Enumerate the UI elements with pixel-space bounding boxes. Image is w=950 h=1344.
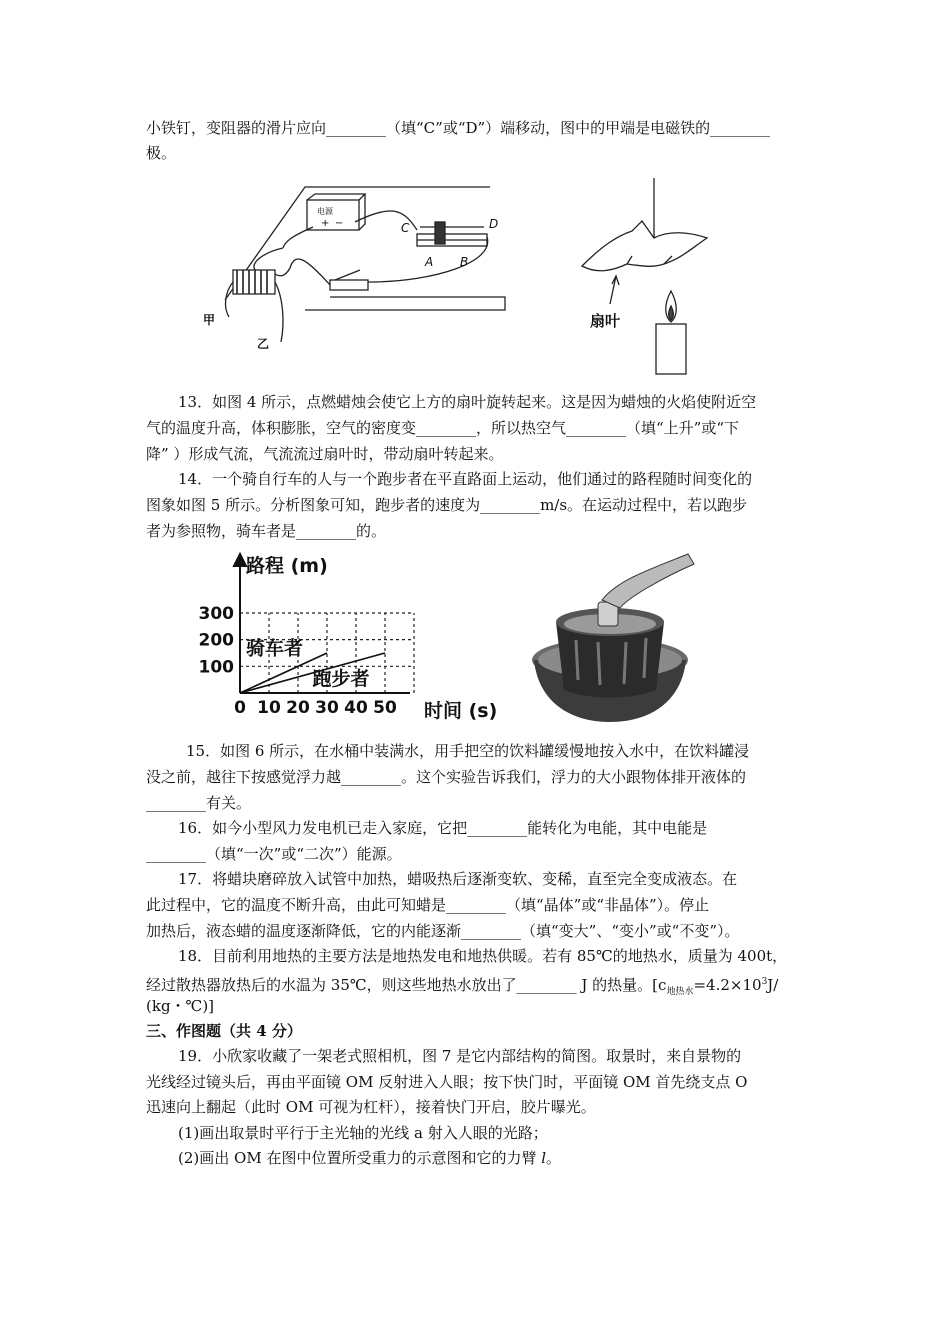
candle	[656, 324, 686, 374]
label-B: B	[460, 255, 469, 269]
q18-line-3: (kg・℃)]	[146, 997, 215, 1015]
q15-line-3: ________有关。	[146, 794, 252, 812]
plus-sign: +	[321, 218, 330, 229]
q14-line-1: 14．一个骑自行车的人与一个跑步者在平直路面上运动，他们通过的路程随时间变化的	[178, 470, 753, 488]
q19-line-1: 19．小欣家收藏了一架老式照相机，图 7 是它内部结构的简图。取景时，来自景物的	[178, 1047, 742, 1065]
q14-line-2: 图象如图 5 所示。分析图象可知，跑步者的速度为________m/s。在运动过程中，若以跑步	[146, 496, 748, 514]
label-C: C	[401, 221, 410, 235]
q12-line-1: 小铁钉，变阻器的滑片应向________（填“C”或“D”）端移动，图中的甲端是电磁铁的________	[146, 119, 771, 137]
series-label-runner: 跑步者	[312, 667, 370, 690]
series-label-rider: 骑车者	[246, 637, 304, 660]
q17-line-2: 此过程中，它的温度不断升高，由此可知蜡是________（填“晶体”或“非晶体”）。停止	[146, 896, 710, 914]
q19-line-5-end: 。	[546, 1149, 562, 1167]
label-yi: 乙	[257, 337, 270, 351]
q17-line-1: 17．将蜡块磨碎放入试管中加热，蜡吸热后逐渐变软、变稀，直至完全变成液态。在	[178, 870, 738, 888]
q18-sup: 3	[761, 977, 768, 987]
table-front	[305, 297, 505, 310]
fan-label: 扇叶	[590, 312, 621, 330]
q16-line-2: ________（填“一次”或“二次”）能源。	[146, 845, 402, 863]
q18-unit: J/	[767, 976, 779, 994]
x-tick-20: 20	[286, 698, 310, 718]
y-axis-arrow	[234, 554, 246, 566]
y-tick-200: 200	[198, 630, 234, 651]
q19-line-5	[178, 1148, 561, 1168]
x-tick-40: 40	[344, 698, 368, 718]
power-label: 电源	[317, 207, 333, 216]
q19-line-5-text: (2)画出 OM 在图中位置所受重力的示意图和它的力臂	[178, 1149, 542, 1167]
arrow	[610, 276, 616, 304]
y-tick-300: 300	[198, 603, 234, 624]
q13-line-3: 降” ）形成气流，气流流过扇叶时，带动扇叶转起来。	[146, 445, 504, 463]
x-tick-0: 0	[234, 698, 246, 718]
bucket-photo	[528, 550, 700, 730]
x-tick-30: 30	[315, 698, 339, 718]
hand	[602, 554, 694, 608]
x-tick-50: 50	[373, 698, 397, 718]
x-axis-label: 时间 (s)	[424, 700, 498, 720]
q18-line-2-text: 经过散热器放热后的水温为 35℃，则这些地热水放出了________ J 的热量。[c	[146, 976, 667, 994]
q18-value: =4.2×10	[693, 976, 762, 994]
q16-line-1: 16．如今小型风力发电机已走入家庭，它把________能转化为电能，其中电能是	[178, 819, 708, 837]
label-jia: 甲	[203, 313, 216, 327]
q18-line-1: 18．目前利用地热的主要方法是地热发电和地热供暖。若有 85℃的地热水，质量为 400t，	[178, 947, 788, 965]
q13-line-2: 气的温度升高，体积膨胀，空气的密度变________，所以热空气________（填“上升”或“下	[146, 419, 740, 437]
lever-arm-symbol: l	[541, 1149, 547, 1167]
q18-sub: 地热水	[666, 987, 694, 997]
q15-line-2: 没之前，越往下按感觉浮力越________。这个实验告诉我们，浮力的大小跟物体排开液体的	[146, 768, 747, 786]
q14-line-3: 者为参照物，骑车者是________的。	[146, 522, 387, 540]
y-axis-label: 路程 (m)	[246, 555, 328, 577]
distance-time-chart	[185, 548, 505, 720]
label-D: D	[489, 217, 499, 231]
switch	[330, 280, 368, 290]
x-tick-10: 10	[257, 698, 281, 718]
minus-sign: −	[335, 218, 344, 229]
q17-line-3: 加热后，液态蜡的温度逐渐降低，它的内能逐渐________（填“变大”、“变小”或“不变”）。	[146, 922, 740, 940]
q19-line-4: (1)画出取景时平行于主光轴的光线 a 射入人眼的光路；	[178, 1124, 548, 1142]
fan-blade	[582, 221, 707, 271]
q12-line-2: 极。	[146, 144, 177, 162]
section-3-heading: 三、作图题（共 4 分）	[146, 1022, 302, 1040]
circuit-figure	[195, 182, 515, 360]
y-tick-100: 100	[198, 657, 234, 678]
q15-line-1: 15．如图 6 所示，在水桶中装满水，用手把空的饮料罐缓慢地按入水中，在饮料罐浸	[186, 742, 750, 760]
q13-line-1: 13．如图 4 所示，点燃蜡烛会使它上方的扇叶旋转起来。这是因为蜡烛的火焰使附近空	[178, 393, 757, 411]
q19-line-2: 光线经过镜头后，再由平面镜 OM 反射进入人眼；按下快门时，平面镜 OM 首先绕支点 O	[146, 1073, 748, 1091]
q19-line-3: 迅速向上翻起（此时 OM 可视为杠杆），接着快门开启，胶片曝光。	[146, 1098, 596, 1116]
label-A: A	[425, 255, 434, 269]
q18-line-2	[146, 972, 778, 1002]
power-supply-box	[307, 200, 359, 230]
rheostat-slider	[435, 222, 445, 244]
fan-candle-figure	[572, 176, 732, 376]
